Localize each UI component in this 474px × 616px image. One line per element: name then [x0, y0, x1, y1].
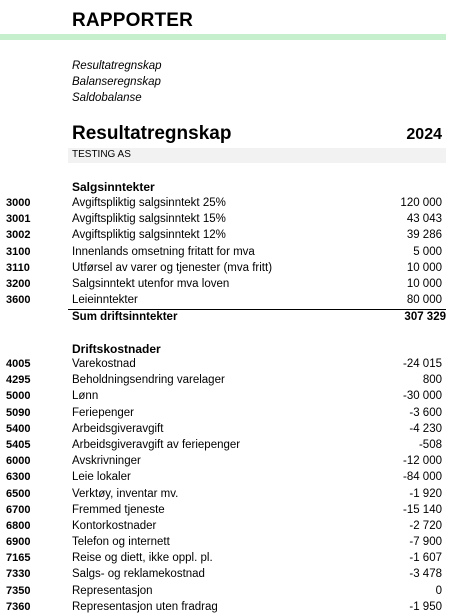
account-number: 4005 [6, 358, 31, 370]
table-row [0, 406, 474, 422]
account-amount: 5 000 [413, 245, 442, 258]
account-number: 3002 [6, 229, 31, 242]
account-name: Representasjon [72, 584, 153, 597]
costs-heading: Driftskostnader [72, 342, 161, 356]
account-amount: 10 000 [406, 277, 442, 290]
account-amount: -1 950 [409, 600, 442, 613]
account-number: 4295 [6, 374, 31, 387]
account-number: 5000 [6, 390, 31, 403]
table-row [0, 487, 474, 503]
account-name: Varekostnad [72, 358, 136, 370]
table-row [0, 373, 474, 389]
account-name: Kontorkostnader [72, 519, 157, 532]
account-name: Leieinntekter [72, 294, 138, 307]
table-row [0, 389, 474, 405]
account-name: Verktøy, inventar mv. [72, 487, 179, 500]
account-amount: -15 140 [402, 503, 442, 516]
account-number: 6900 [6, 536, 31, 549]
table-row [0, 519, 474, 535]
table-row [0, 357, 474, 373]
link-balanseregnskap[interactable]: Balanseregnskap [72, 76, 161, 88]
sales-heading: Salgsinntekter [72, 180, 155, 194]
table-row [0, 438, 474, 454]
account-name: Salgs- og reklamekostnad [72, 568, 205, 581]
table-row [0, 196, 474, 212]
account-name: Salgsinntekt utenfor mva loven [72, 277, 230, 290]
account-number: 3200 [6, 277, 31, 290]
account-number: 3110 [6, 261, 30, 274]
report-title: Resultatregnskap [72, 123, 232, 144]
table-row [0, 454, 474, 470]
report-year: 2024 [406, 126, 442, 143]
account-number: 3100 [6, 245, 31, 258]
account-name: Arbeidsgiveravgift av feriepenger [72, 438, 241, 451]
account-number: 6000 [6, 455, 31, 468]
account-amount: 10 000 [406, 261, 442, 274]
account-amount: -2 720 [409, 519, 442, 532]
account-number: 7360 [6, 600, 31, 613]
account-amount: -1 607 [409, 552, 442, 565]
account-amount: -4 230 [409, 422, 442, 435]
account-number: 5400 [6, 422, 31, 435]
account-name: Avskrivninger [72, 455, 141, 468]
account-amount: 120 000 [400, 197, 442, 209]
page-title: RAPPORTER [72, 10, 194, 31]
table-row [0, 293, 474, 309]
account-number: 6800 [6, 519, 31, 532]
table-row [0, 584, 474, 600]
header-divider [0, 34, 446, 40]
sales-table [0, 196, 474, 309]
account-name: Fremmed tjeneste [72, 503, 165, 516]
account-name: Arbeidsgiveravgift [72, 422, 164, 435]
account-amount: 39 286 [406, 229, 442, 242]
account-amount: 0 [435, 584, 442, 597]
account-number: 6500 [6, 487, 31, 500]
costs-table [0, 357, 474, 616]
account-number: 7330 [6, 568, 31, 581]
account-name: Beholdningsendring varelager [72, 374, 225, 387]
account-amount: -508 [418, 438, 442, 451]
account-name: Feriepenger [72, 406, 135, 419]
account-amount: -24 015 [402, 358, 442, 370]
account-name: Leie lokaler [72, 471, 131, 484]
account-amount: -7 900 [409, 536, 442, 549]
table-row [0, 503, 474, 519]
account-number: 3000 [6, 197, 31, 209]
table-row [0, 422, 474, 438]
table-row [0, 535, 474, 551]
sales-sum-row [68, 309, 446, 326]
account-amount: -12 000 [402, 455, 442, 468]
table-row [0, 245, 474, 261]
account-number: 6700 [6, 503, 31, 516]
account-number: 6300 [6, 471, 31, 484]
table-row [0, 277, 474, 293]
account-name: Representasjon uten fradrag [72, 600, 218, 613]
sum-amount: 307 329 [404, 311, 446, 323]
link-resultatregnskap[interactable]: Resultatregnskap [72, 60, 162, 72]
account-number: 5090 [6, 406, 31, 419]
table-row [0, 212, 474, 228]
account-amount: -3 478 [409, 568, 442, 581]
table-row [0, 551, 474, 567]
table-row [0, 228, 474, 244]
sum-label: Sum driftsinntekter [72, 311, 178, 323]
report-links [72, 58, 162, 106]
account-name: Telefon og internett [72, 536, 170, 549]
account-amount: -30 000 [402, 390, 442, 403]
account-amount: -1 920 [409, 487, 442, 500]
account-number: 3001 [6, 213, 31, 226]
link-saldobalanse[interactable]: Saldobalanse [72, 92, 142, 104]
account-number: 7350 [6, 584, 31, 597]
account-name: Lønn [72, 390, 99, 403]
account-name: Reise og diett, ikke oppl. pl. [72, 552, 213, 565]
account-name: Innenlands omsetning fritatt for mva [72, 245, 255, 258]
account-amount: 43 043 [406, 213, 442, 226]
account-amount: 800 [422, 374, 442, 387]
account-amount: 80 000 [406, 294, 442, 307]
account-name: Avgiftspliktig salgsinntekt 25% [72, 197, 226, 209]
account-number: 7165 [6, 552, 31, 565]
table-row [0, 600, 474, 616]
account-name: Avgiftspliktig salgsinntekt 12% [72, 229, 226, 242]
table-row [0, 567, 474, 583]
company-name: TESTING AS [72, 149, 131, 160]
account-number: 5405 [6, 438, 31, 451]
account-number: 3600 [6, 294, 31, 307]
table-row [0, 261, 474, 277]
table-row [0, 470, 474, 486]
account-name: Utførsel av varer og tjenester (mva fritt) [72, 261, 273, 274]
account-amount: -84 000 [402, 471, 442, 484]
account-amount: -3 600 [409, 406, 442, 419]
account-name: Avgiftspliktig salgsinntekt 15% [72, 213, 226, 226]
